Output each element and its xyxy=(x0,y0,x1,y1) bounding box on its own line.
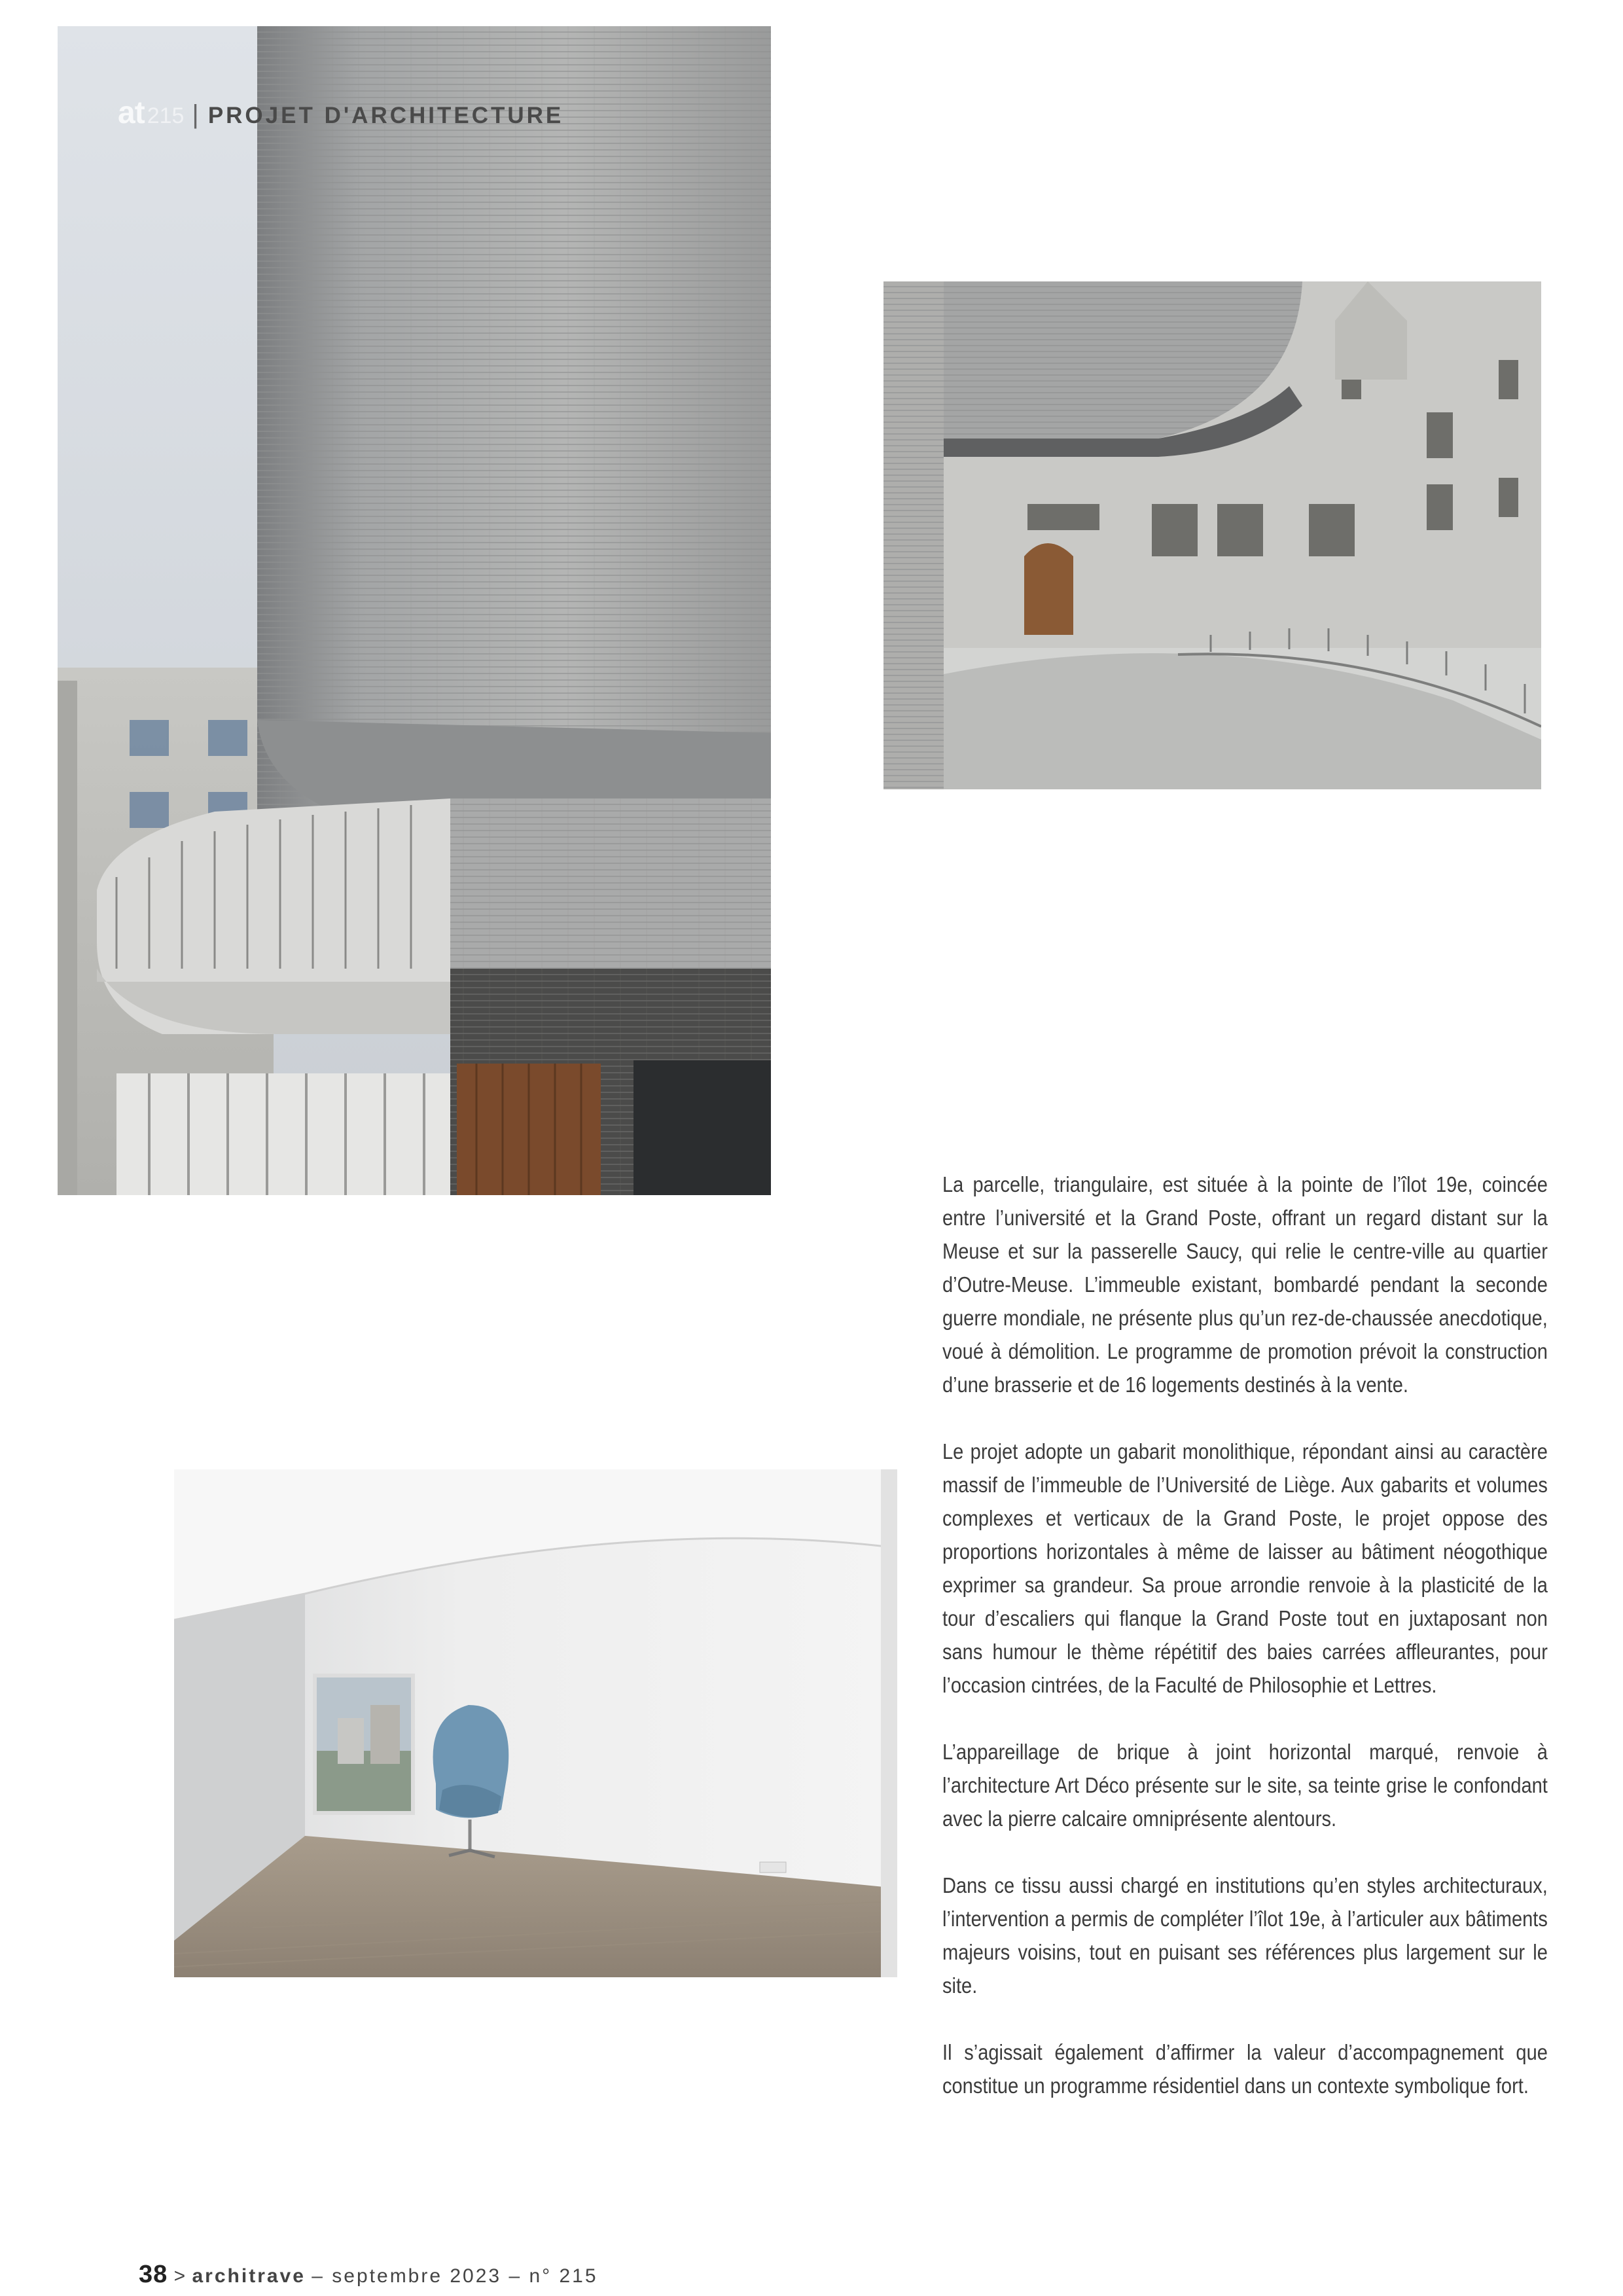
paragraph-1: La parcelle, triangulaire, est située à la pointe de l’îlot 19e, coincée entre l’université et la Grand Poste, offrant un regard distant sur la Meuse et sur la passerelle Saucy, qui relie le centre-ville au quartier d’Outre-Meuse. L’immeuble existant, bombardé pendant la seconde guerre mondiale, ne présente plus qu’un rez-de-chaussée anecdotique, voué à démolition. Le programme de promotion prévoit la construction d’une brasserie et de 16 logements destinés à la vente. xyxy=(942,1172,1548,1397)
footer-arrow: > xyxy=(173,2265,187,2287)
facade-illustration xyxy=(883,281,1541,789)
paragraph-2: Le projet adopte un gabarit monolithique, répondant ainsi au caractère massif de l’immeuble de l’Université de Liège. Aux gabarits et volumes complexes et verticaux de la Grand Poste, le projet oppose des proportions horizontales à même de laisser au bâtiment néogothique exprimer sa grandeur. Sa proue arrondie renvoie à la plasticité de la tour d’escaliers qui flanque la Grand Poste tout en juxtaposant non sans humour le thème répétitif des baies carrées affleurantes, pour l’occasion cintrées, de la Faculté de Philosophie et Lettres. xyxy=(942,1439,1548,1697)
article-body xyxy=(942,1168,1548,2136)
photo-interior-room xyxy=(174,1469,897,1977)
photo-terrace-facade xyxy=(883,281,1541,789)
page-footer xyxy=(139,2261,598,2289)
paragraph-4: Dans ce tissu aussi chargé en institutions qu’en styles architecturaux, l’intervention a permis de compléter l’îlot 19e, à l’articuler aux bâtiments majeurs voisins, tout en puisant ses références plus largement sur le site. xyxy=(942,1873,1548,1998)
tower-illustration xyxy=(58,26,771,1195)
paragraph-5: Il s’agissait également d’affirmer la valeur d’accompagnement que constitue un programme résidentiel dans un contexte symbolique fort. xyxy=(942,2040,1548,2098)
section-title: PROJET D'ARCHITECTURE xyxy=(207,103,564,128)
issue-number: 215 xyxy=(147,103,185,128)
page-header xyxy=(118,95,563,134)
header-separator: | xyxy=(192,100,199,129)
photo-exterior-tower xyxy=(58,26,771,1195)
magazine-logo: at xyxy=(118,96,145,130)
footer-issue-info: – septembre 2023 – n° 215 xyxy=(312,2265,598,2287)
footer-magazine-name: architrave xyxy=(192,2265,306,2287)
page-number: 38 xyxy=(139,2261,168,2288)
paragraph-3: L’appareillage de brique à joint horizontal marqué, renvoie à l’architecture Art Déco présente sur le site, sa teinte grise le confondant avec la pierre calcaire omniprésente alentours. xyxy=(942,1740,1548,1831)
interior-illustration xyxy=(174,1469,897,1977)
